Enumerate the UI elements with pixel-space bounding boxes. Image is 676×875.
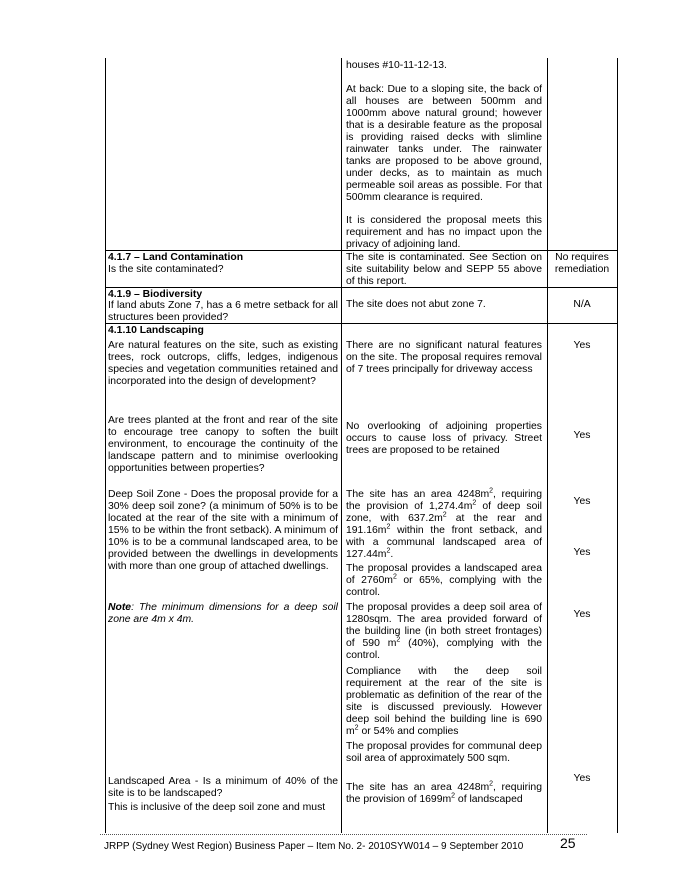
heading-land-contamination: 4.1.7 – Land Contamination	[108, 252, 244, 263]
status-landscaped-area-provided: Yes	[573, 547, 591, 558]
comment-at-back: At back: Due to a sloping site, the back of all houses are between 500mm and 1000mm above natural ground; however that is a desirable feature as the proposal is providing raised decks with slimline rainwater tanks under. The rainwater tanks are proposed to be above ground, under decks, as to maintain as much permeable soil areas as possible. For that 500mm clearance is required.	[346, 84, 542, 203]
status-landscaped-area: Yes	[573, 773, 591, 784]
comment-considered: It is considered the proposal meets this requirement and has no impact upon the privacy of adjoining land.	[346, 215, 542, 250]
heading-landscaping: 4.1.10 Landscaping	[108, 325, 204, 336]
question-landscaped-area-continued: This is inclusive of the deep soil zone and must	[108, 802, 326, 813]
comment-houses: houses #10-11-12-13.	[346, 60, 447, 71]
status-biodiversity: N/A	[573, 299, 591, 310]
question-trees-planted: Are trees planted at the front and rear of the site to encourage tree canopy to soften the built environment, to encourage the continuity of the landscape pattern and to minimise overlooking opportunities between properties?	[108, 415, 338, 474]
status-land-contamination: No requires remediation	[554, 252, 610, 275]
question-deep-soil-zone: Deep Soil Zone - Does the proposal provide for a 30% deep soil zone? (a minimum of 50% is to be located at the rear of the site with a minimum of 15% to be within the front setback). A minimum of 10% is to be a communal landscaped area, to be provided between the dwellings in developments with more than one group of attached dwellings.	[108, 489, 338, 572]
table-border-right	[617, 58, 618, 833]
footer-divider	[100, 834, 587, 835]
footer-text: JRPP (Sydney West Region) Business Paper – Item No. 2- 2010SYW014 – 9 September 2010	[104, 841, 524, 852]
table-border-left	[105, 58, 106, 833]
comment-biodiversity: The site does not abut zone 7.	[346, 299, 486, 310]
question-land-contamination: Is the site contaminated?	[108, 264, 224, 275]
status-trees-planted: Yes	[573, 430, 591, 441]
comment-landscaped-area-provided: The proposal provides a landscaped area of $2760m^2$ or 65%, complying with the control.	[346, 563, 543, 598]
question-natural-features: Are natural features on the site, such as existing trees, rock outcrops, cliffs, ledges, indigenous species and vegetation communities retained and incorporated into the design of development?	[108, 340, 338, 387]
comment-deep-soil-area: The site has an area $4248m^2$, requiring the provision of $1,274.4m^2$ of deep soil zone, with $637.2m^2$ at the rear and $191.16m^2$ within the front setback, and with a communal landscaped area of $127.44m^2$.	[346, 487, 542, 560]
comment-land-contamination: The site is contaminated. See Section on site suitability below and SEPP 55 above of this report.	[346, 252, 542, 287]
status-deep-soil-provided: Yes	[573, 609, 591, 620]
table-border-col2	[341, 58, 342, 833]
comment-natural-features: There are no significant natural features on the site. The proposal requires removal of 7 trees principally for driveway access	[346, 340, 542, 375]
status-deep-soil-area: Yes	[573, 496, 591, 507]
page-number: 25	[560, 835, 576, 851]
question-biodiversity: If land abuts Zone 7, has a 6 metre setback for all structures been provided?	[108, 300, 338, 323]
question-landscaped-area: Landscaped Area - Is a minimum of 40% of the site is to be landscaped?	[108, 776, 338, 799]
note-deep-soil-dimensions: Note: The minimum dimensions for a deep soil zone are 4m x 4m.	[108, 602, 338, 625]
comment-deep-soil-provided: The proposal provides a deep soil area of 1280sqm. The area provided forward of the building line (in both street frontages) of 590 $m^2$ (40%), complying with the control.	[346, 602, 542, 661]
heading-biodiversity: 4.1.9 – Biodiversity	[108, 289, 203, 300]
comment-trees-planted: No overlooking of adjoining properties occurs to cause loss of privacy. Street trees are proposed to be retained	[346, 421, 542, 456]
comment-rear-compliance: Compliance with the deep soil requirement at the rear of the site is problematic as definition of the rear of the site is discussed previously. However deep soil behind the building line is 690 $m^2$ or 54% and complies	[346, 666, 542, 737]
comment-landscaped-area: The site has an area $4248m^2$, requiring the provision of $1699m^2$ of landscaped	[346, 780, 542, 805]
status-natural-features: Yes	[573, 340, 591, 351]
comment-communal-deep-soil: The proposal provides for communal deep soil area of approximately 500 sqm.	[346, 741, 542, 764]
table-border-col3	[547, 58, 548, 833]
